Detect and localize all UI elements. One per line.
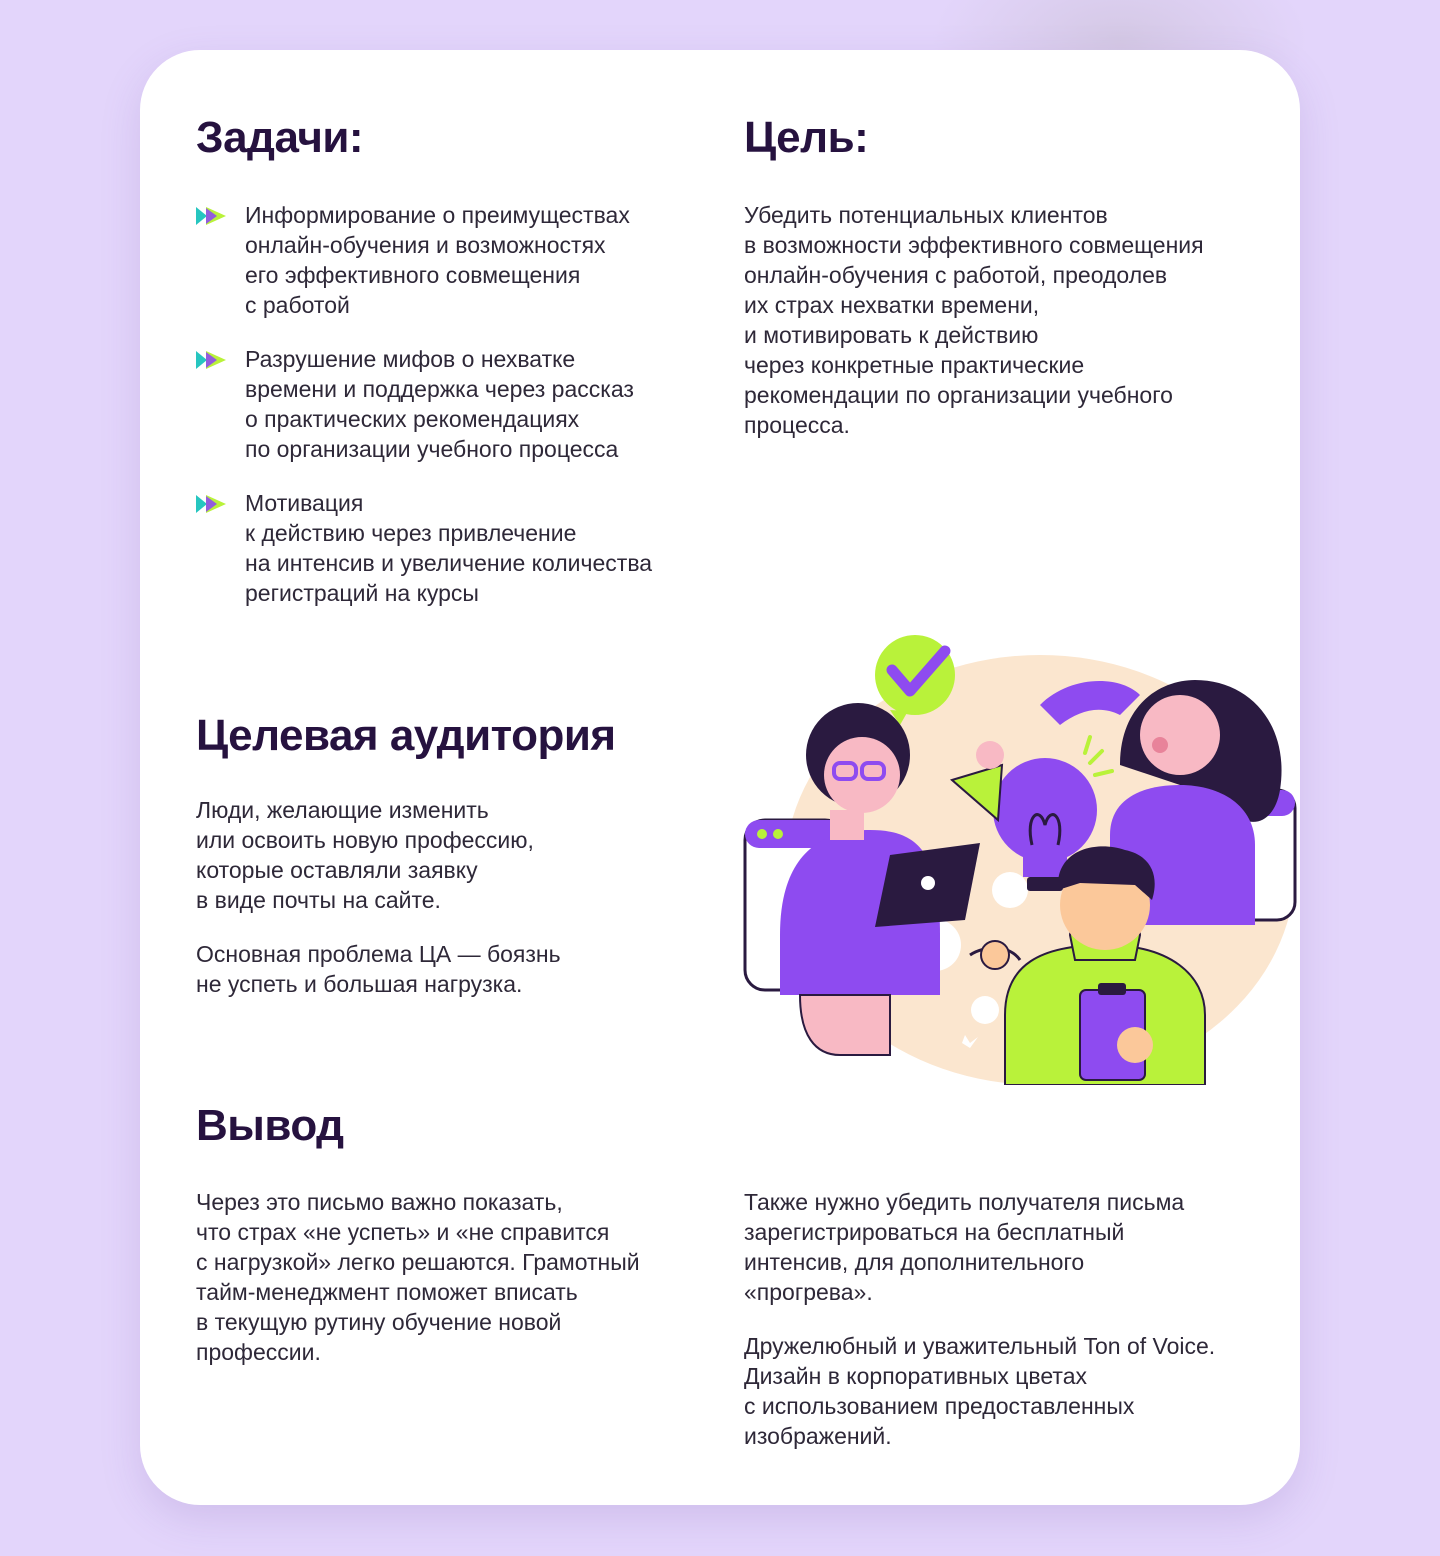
conclusion-heading: Вывод xyxy=(196,1101,344,1150)
audience-heading: Целевая аудитория xyxy=(196,711,616,760)
double-arrow-bullet-icon xyxy=(196,207,226,225)
task-item xyxy=(196,200,696,320)
task-text: Мотивация к действию через привлечение на интенсив и увеличение количества регистраций на курсы xyxy=(245,490,653,606)
double-arrow-bullet-icon xyxy=(196,495,226,513)
team-collaboration-illustration xyxy=(740,615,1300,1085)
tasks-heading: Задачи: xyxy=(196,113,364,162)
task-item xyxy=(196,488,696,608)
double-arrow-bullet-icon xyxy=(196,351,226,369)
conclusion-right-text-2: Дружелюбный и уважительный Ton of Voice. Дизайн в корпоративных цветах с использованием предоставленных изображений. xyxy=(744,1333,1216,1449)
task-text: Информирование о преимуществах онлайн-обучения и возможностях его эффективного совмещения с работой xyxy=(245,202,630,318)
content-card xyxy=(140,50,1300,1505)
conclusion-left-text: Через это письмо важно показать, что страх «не успеть» и «не справится с нагрузкой» легко решаются. Грамотный тайм-менеджмент поможет вписать в текущую рутину обучение новой профессии. xyxy=(196,1189,640,1365)
task-item xyxy=(196,344,696,464)
audience-paragraph-1: Люди, желающие изменить или освоить новую профессию, которые оставляли заявку в виде почты на сайте. xyxy=(196,797,534,913)
goal-text: Убедить потенциальных клиентов в возможности эффективного совмещения онлайн-обучения с работой, преодолев их страх нехватки времени, и мотивировать к действию через конкретные практические рекомендации по организации учебного процесса. xyxy=(744,202,1204,438)
task-text: Разрушение мифов о нехватке времени и поддержка через рассказ о практических рекомендациях по организации учебного процесса xyxy=(245,346,634,462)
audience-paragraph-2: Основная проблема ЦА — боязнь не успеть и большая нагрузка. xyxy=(196,941,561,997)
goal-heading: Цель: xyxy=(744,113,869,162)
conclusion-right-text-1: Также нужно убедить получателя письма зарегистрироваться на бесплатный интенсив, для дополнительного «прогрева». xyxy=(744,1189,1185,1305)
